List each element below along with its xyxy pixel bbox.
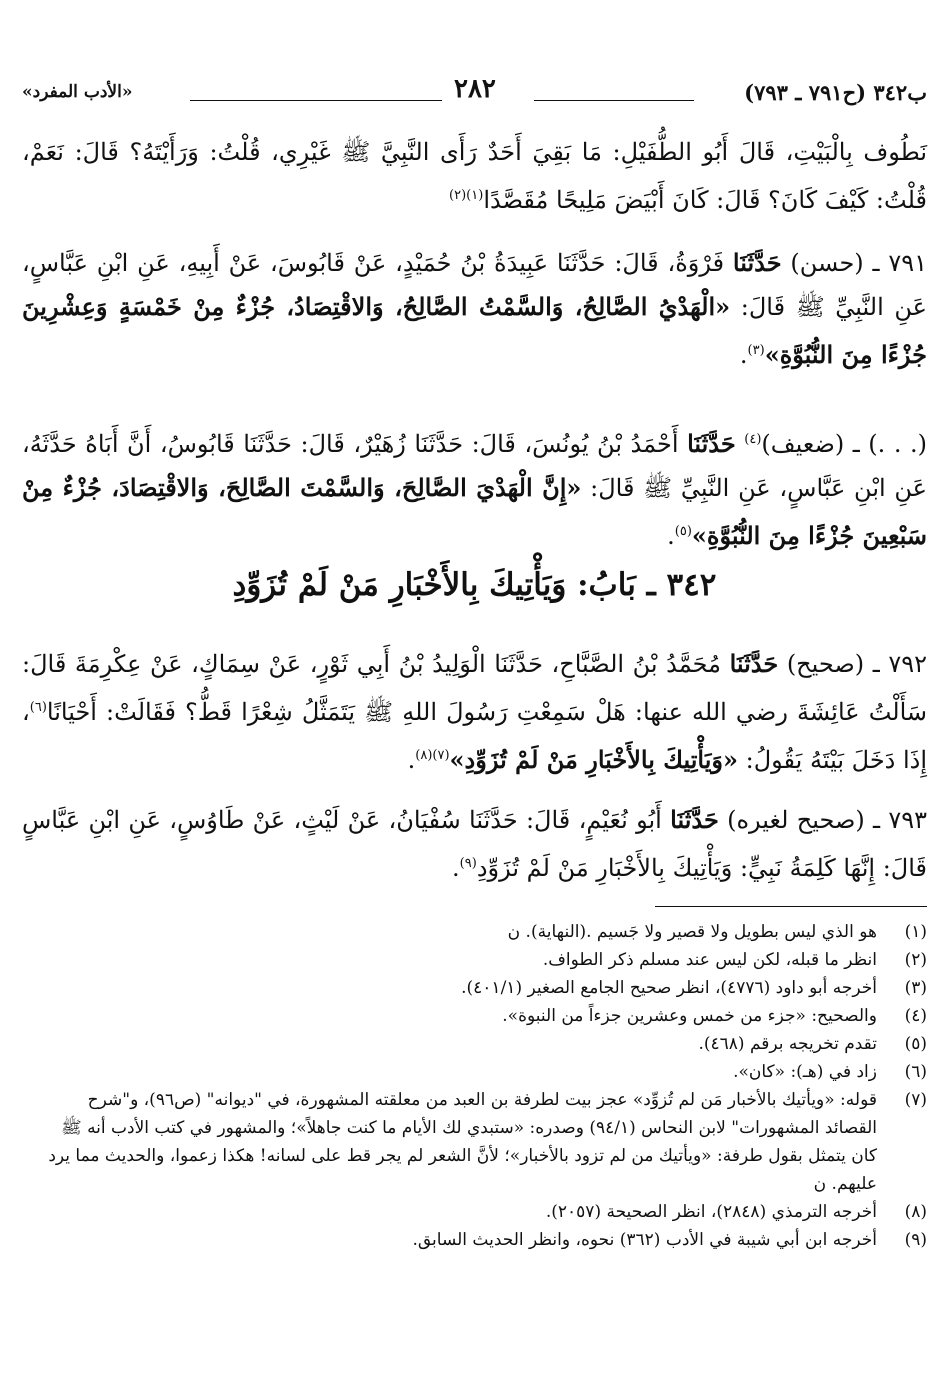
intro-paragraph [22, 130, 927, 222]
footnote-text: والصحيح: «جزء من خمس وعشرين جزءاً من النبوة». [502, 1006, 877, 1026]
period: . [667, 522, 675, 550]
footnote-ref: (٦) [29, 700, 47, 715]
isnad-text: أَحْمَدُ بْنُ يُونُسَ، قَالَ: حَدَّثَنَا زُهَيْرٌ، قَالَ: حَدَّثَنَا قَابُوسُ، أَنَّ أَبَاهُ حَدَّثَهُ، عَنِ ابْنِ عَبَّاسٍ، عَنِ النَّبِيِّ ﷺ قَالَ: [22, 430, 927, 502]
isnad-text: أَبُو نُعَيْمٍ، قَالَ: حَدَّثَنَا سُفْيَانُ، عَنْ لَيْثٍ، عَنْ طَاوُسٍ، عَنِ ابْنِ عَبَّاسٍ قَالَ: إِنَّهَا كَلِمَةُ نَبِيٍّ: وَيَأْتِيكَ بِالأَخْبَارِ مَنْ لَمْ تُزَوِّدِ [22, 806, 927, 882]
chapter-heading: ٣٤٢ ـ بَابُ: وَيَأْتِيكَ بِالأَخْبَارِ مَنْ لَمْ تُزَوِّدِ [232, 567, 717, 603]
footnote [47, 1058, 927, 1086]
narration-lead: حَدَّثَنَا [687, 429, 736, 458]
footnote-number: (٩) [904, 1230, 927, 1250]
footnote [47, 1086, 927, 1198]
footnote-number: (٦) [904, 1062, 927, 1082]
isnad-text: مُحَمَّدُ بْنُ الصَّبَّاحِ، حَدَّثَنَا الْوَلِيدُ بْنُ أَبِي ثَوْرٍ، عَنْ سِمَاكٍ، عَنْ عِكْرِمَةَ قَالَ: سَأَلْتُ عَائِشَةَ رضي الله عنها: هَلْ سَمِعْتِ رَسُولَ اللهِ ﷺ يَتَمَثَّلُ شِعْرًا قَطُّ؟ فَقَالَتْ: أَحْيَانًا [22, 650, 927, 726]
footnote-ref: (٣) [747, 343, 765, 358]
footnote [47, 918, 927, 946]
footnote-number: (٣) [904, 978, 927, 998]
hadith-number: ٧٩٣ ـ (صحيح لغيره) [727, 806, 927, 834]
footnote [47, 1002, 927, 1030]
footnote-text: أخرجه الترمذي (٢٨٤٨)، انظر الصحيحة (٢٠٥٧). [545, 1202, 877, 1222]
footnote-text: أخرجه أبو داود (٤٧٧٦)، انظر صحيح الجامع الصغير (٤٠١/١). [461, 978, 877, 998]
footnote-number: (٥) [904, 1034, 927, 1054]
footnote-text: هو الذي ليس بطويل ولا قصير ولا جَسيم .(النهاية). ن [507, 922, 877, 942]
period: . [407, 746, 416, 774]
matn-text: «وَيَأْتِيكَ بِالأَخْبَارِ مَنْ لَمْ تُزَوِّدِ» [449, 745, 738, 774]
footnote [47, 1226, 927, 1254]
footnote-text: أخرجه ابن أبي شيبة في الأدب (٣٦٢) نحوه، وانظر الحديث السابق. [412, 1230, 877, 1250]
hadith-792 [22, 642, 927, 782]
hadith-number: ٧٩١ ـ (حسن) [790, 249, 927, 277]
footnote-number: (١) [904, 922, 927, 942]
matn-text: «الْهَدْيُ الصَّالِحُ، وَالسَّمْتُ الصَّالِحُ، وَالاقْتِصَادُ، جُزْءٌ مِنْ خَمْسَةٍ وَعِشْرِينَ جُزْءًا مِنَ النُّبُوَّةِ» [22, 292, 927, 369]
footnote-ref: (٧)(٨) [415, 748, 450, 763]
footnote-ref: (٩) [459, 856, 477, 871]
footnote-number: (٨) [904, 1202, 927, 1222]
footnote [47, 1198, 927, 1226]
footnote [47, 946, 927, 974]
footnote-number: (٢) [904, 950, 927, 970]
period: . [739, 341, 748, 369]
footnote-ref: (١)(٢) [449, 188, 484, 203]
hadith-dhaif [22, 418, 927, 558]
footnote [47, 974, 927, 1002]
period: . [452, 854, 460, 882]
narration-lead: حَدَّثَنَا [729, 649, 779, 678]
footnote-number: (٧) [904, 1090, 927, 1110]
footnote-text: قوله: «ويأتيك بالأخبار مَن لم تُزوِّد» عجز بيت لطرفة بن العبد من معلقته المشهورة، في "ديوانه" (ص٩٦)، و"شرح القصائد المشهورات" لابن النحاس (٩٤/١) وصدره: «ستبدي لك الأيام ما كنت جاهلاً»؛ والمشهور في كتب الأدب أنه ﷺ كان يتمثل بقول طرفة: «ويأتيك من لم تزود بالأخبار»؛ لأنَّ الشعر لم يجر قط على لسانه! هكذا زعموا، والحديث مما يرد عليهم. ن [48, 1090, 877, 1194]
footnote-text: انظر ما قبله، لكن ليس عند مسلم ذكر الطواف. [542, 950, 877, 970]
page-number: ٢٨٢ [454, 74, 496, 104]
narration-lead: حَدَّثَنَا [670, 805, 719, 834]
hadith-number: (. . .) ـ (ضعيف) [761, 430, 927, 458]
footnote-separator [655, 906, 927, 907]
hadith-791 [22, 241, 927, 377]
matn-text: «إِنَّ الْهَدْيَ الصَّالِحَ، وَالسَّمْتَ الصَّالِحَ، وَالاقْتِصَادَ، جُزْءٌ مِنْ سَبْعِينَ جُزْءًا مِنَ النُّبُوَّةِ» [22, 473, 927, 550]
footnote-ref: (٥) [674, 524, 692, 539]
narration-lead: حَدَّثَنَا [732, 248, 782, 277]
running-header [22, 74, 927, 110]
footnote-text: تقدم تخريجه برقم (٤٦٨). [698, 1034, 877, 1054]
footnote-number: (٤) [904, 1006, 927, 1026]
isnad-continuation: ، إِذَا دَخَلَ بَيْتَهُ يَقُولُ: [22, 698, 927, 774]
intro-text: نَطُوف بِالْبَيْتِ، قَالَ أَبُو الطُّفَيْلِ: مَا بَقِيَ أَحَدٌ رَأَى النَّبِيَّ ﷺ غَيْرِي، قُلْتُ: وَرَأَيْتَهُ؟ قَالَ: نَعَمْ، قُلْتُ: كَيْفَ كَانَ؟ قَالَ: كَانَ أَبْيَضَ مَلِيحًا مُقَصَّدًا [22, 138, 927, 214]
book-title: «الأدب المفرد» [22, 82, 133, 102]
isnad-text: فَرْوَةُ، قَالَ: حَدَّثَنَا عَبِيدَةُ بْنُ حُمَيْدٍ، عَنْ قَابُوسَ، عَنْ أَبِيهِ، عَنِ ابْنِ عَبَّاسٍ، عَنِ النَّبِيِّ ﷺ قَالَ: [22, 249, 927, 321]
footnote-text: زاد في (هـ): «كان». [733, 1062, 877, 1082]
section-reference: ب٣٤٢ (ح٧٩١ ـ ٧٩٣) [744, 80, 927, 105]
hadith-number: ٧٩٢ ـ (صحيح) [786, 650, 927, 678]
header-rule [534, 100, 694, 101]
header-rule [190, 100, 442, 101]
footnote [47, 1030, 927, 1058]
footnote-ref: (٤) [744, 432, 762, 447]
hadith-793 [22, 798, 927, 890]
footnotes [47, 918, 927, 1254]
